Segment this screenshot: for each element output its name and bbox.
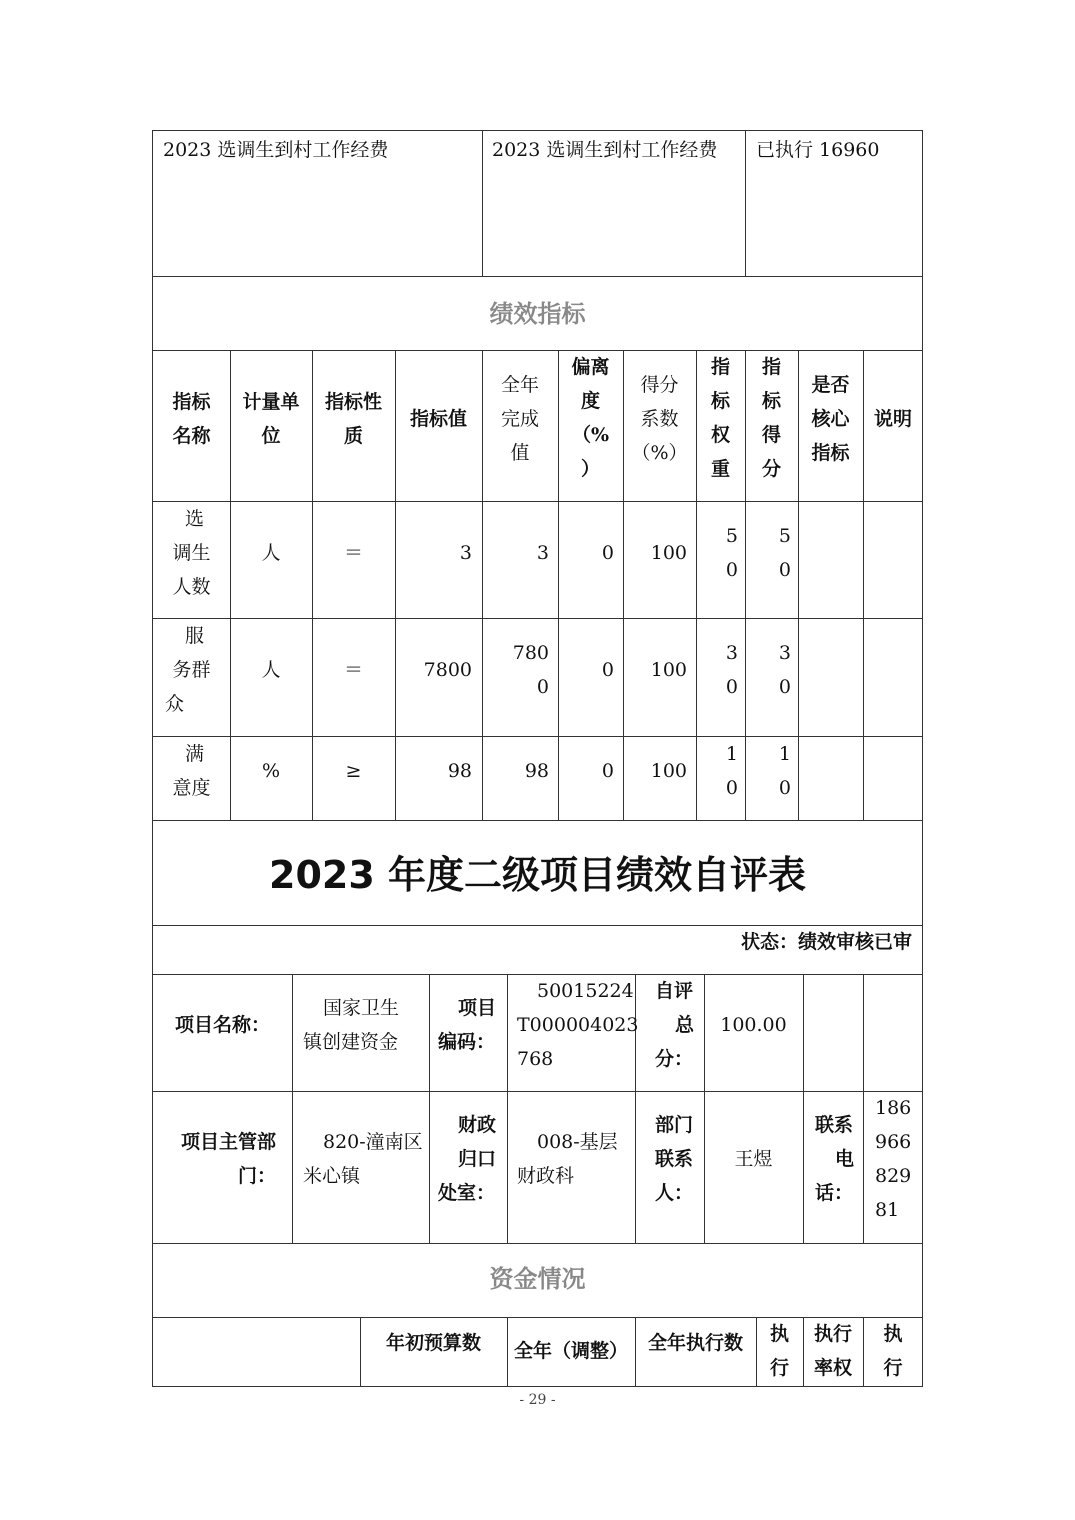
status-text: 状态：绩效审核已审 — [740, 931, 912, 953]
fund-section-title: 资金情况 — [489, 1264, 586, 1293]
row3-nature: ≥ — [345, 760, 362, 782]
dept-contact-label: 部门 联系 人： — [655, 1114, 694, 1204]
row3-unit: % — [261, 760, 281, 782]
perf-section-title: 绩效指标 — [489, 299, 586, 328]
finance-office-label: 财政 归口 处室： — [438, 1114, 497, 1204]
row1-unit: 人 — [261, 542, 281, 564]
header-note: 说明 — [873, 408, 912, 430]
row1-weight: 5 0 — [725, 525, 738, 581]
row1-deviation: 0 — [601, 542, 614, 564]
row3-score: 1 0 — [778, 743, 791, 799]
row2-weight: 3 0 — [725, 642, 738, 698]
fund-section-title-row — [152, 1243, 923, 1318]
row1-nature: ＝ — [343, 542, 363, 564]
self-eval-score-label: 自评 总 分： — [655, 980, 695, 1070]
perf-table — [152, 350, 923, 821]
form-title: 2023 年度二级项目绩效自评表 — [269, 853, 806, 897]
header-nature: 指标性 质 — [324, 391, 382, 447]
phone-label: 联系 电 话： — [815, 1114, 855, 1204]
header-score: 指 标 得 分 — [761, 356, 781, 480]
row2-unit: 人 — [261, 659, 281, 681]
page-number: - 29 - — [519, 1392, 556, 1408]
fund-header-exec: 执 行 — [769, 1323, 789, 1379]
row1-score: 5 0 — [778, 525, 791, 581]
header-core: 是否 核心 指标 — [811, 374, 850, 464]
self-eval-score-value: 100.00 — [720, 1014, 787, 1036]
project-code-label: 项目 编码： — [438, 997, 497, 1053]
project-name-label: 项目名称： — [174, 1014, 270, 1036]
row2-nature: ＝ — [343, 659, 363, 681]
fund-header-adjusted: 全年（调整） — [513, 1340, 628, 1362]
phone-value: 186 966 829 81 — [875, 1097, 912, 1221]
project-info — [152, 974, 923, 1244]
row3-deviation: 0 — [601, 760, 614, 782]
header-score-coef: 得分 系数 （%） — [631, 374, 688, 464]
dept-contact-value: 王煜 — [734, 1148, 773, 1170]
row2-score: 3 0 — [778, 642, 791, 698]
dept-label: 项目主管部 门： — [181, 1131, 277, 1187]
row1-name: 选 调生 人数 — [172, 508, 211, 598]
row2-target: 7800 — [423, 659, 472, 681]
row2-deviation: 0 — [601, 659, 614, 681]
header-completed: 全年 完成 值 — [500, 374, 539, 464]
top-row-project-desc: 2023 选调生到村工作经费 — [492, 139, 718, 161]
row2-coef: 100 — [650, 659, 687, 681]
header-weight: 指 标 权 重 — [710, 356, 730, 480]
fund-header-budget: 年初预算数 — [385, 1332, 481, 1354]
project-code-value: 50015224 T000004023 768 — [517, 980, 639, 1070]
top-row-project-name: 2023 选调生到村工作经费 — [163, 139, 389, 161]
top-row-executed: 已执行 16960 — [756, 139, 880, 161]
row1-coef: 100 — [650, 542, 687, 564]
row3-name: 满 意度 — [172, 743, 211, 799]
fund-header-executed: 全年执行数 — [647, 1332, 743, 1354]
row3-target: 98 — [447, 760, 472, 782]
dept-value: 820-潼南区 米心镇 — [303, 1131, 423, 1187]
row2-completed: 780 0 — [512, 642, 549, 698]
row3-completed: 98 — [524, 760, 549, 782]
row3-weight: 1 0 — [725, 743, 738, 799]
row1-completed: 3 — [536, 542, 549, 564]
header-deviation: 偏离 度 （% ） — [571, 356, 610, 480]
form-title-row — [152, 820, 923, 926]
status-row — [152, 925, 923, 975]
perf-section-title-row — [152, 276, 923, 351]
fund-header — [152, 1317, 923, 1387]
header-unit: 计量单 位 — [242, 391, 300, 447]
fund-header-rate: 执行 率权 — [813, 1323, 852, 1379]
row3-coef: 100 — [650, 760, 687, 782]
finance-office-value: 008-基层 财政科 — [517, 1131, 618, 1187]
top-row — [152, 130, 923, 277]
header-target: 指标值 — [409, 408, 467, 430]
row1-target: 3 — [459, 542, 472, 564]
fund-header-exec2: 执 行 — [883, 1323, 903, 1379]
project-name-value: 国家卫生 镇创建资金 — [303, 997, 400, 1053]
row2-name: 服 务群 众 — [165, 625, 211, 715]
header-indicator-name: 指标 名称 — [172, 391, 211, 447]
